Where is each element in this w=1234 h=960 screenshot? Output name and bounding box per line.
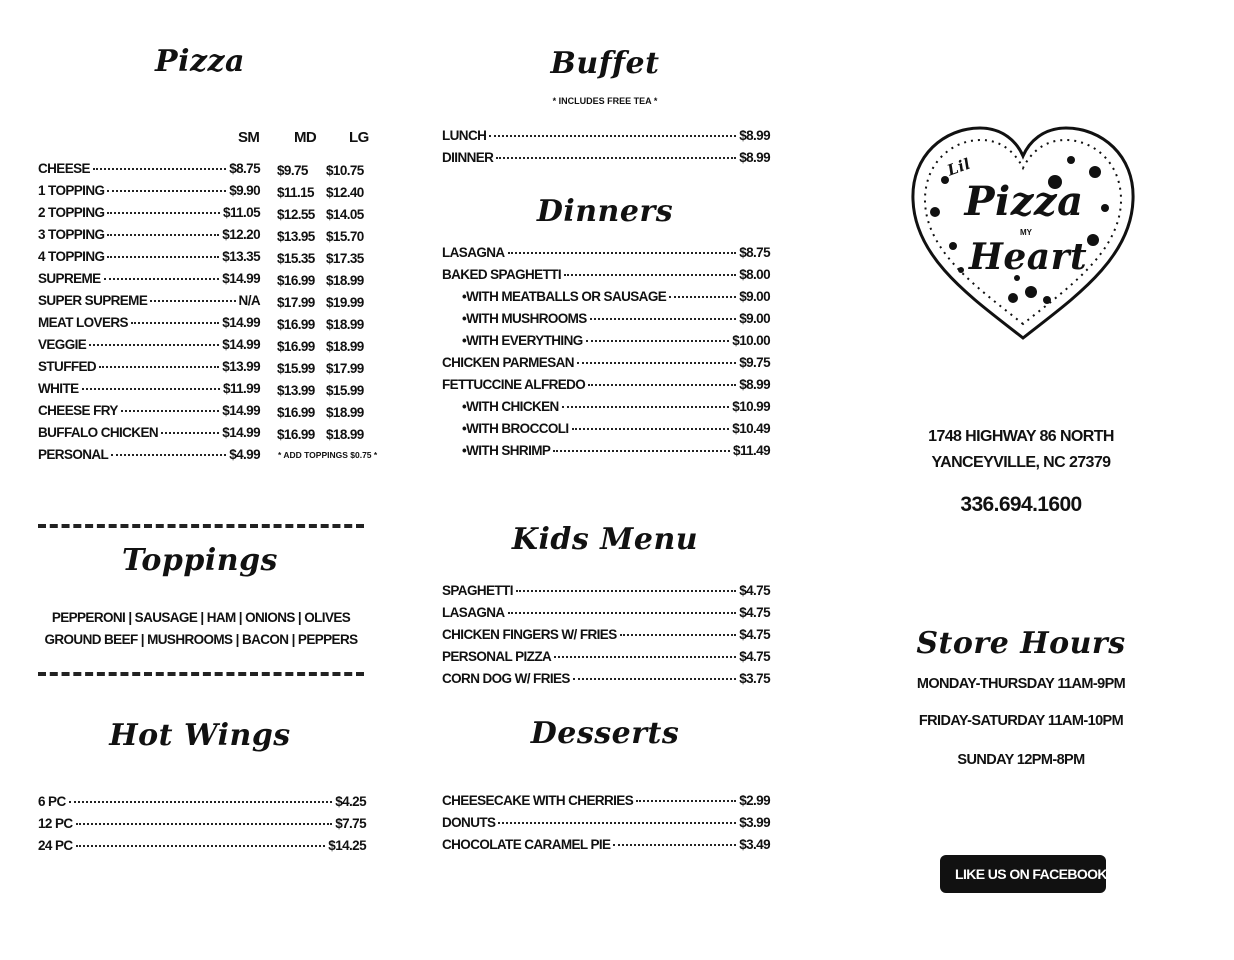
item-price: $2.99 — [739, 793, 770, 808]
item-price-lg: $18.99 — [326, 427, 364, 442]
address-line-2: YANCEYVILLE, NC 27379 — [931, 454, 1111, 471]
item-name: 6 PC — [38, 794, 66, 809]
item-name: 3 TOPPING — [38, 227, 105, 242]
item-price-lg: $17.99 — [326, 361, 364, 376]
item-price-md: $15.99 — [277, 361, 315, 376]
hours-line-1: MONDAY-THURSDAY 11AM-9PM — [916, 676, 1126, 692]
dot-leader — [564, 274, 736, 276]
item-price-lg: $19.99 — [326, 295, 364, 310]
item-name: •WITH MEATBALLS OR SAUSAGE — [462, 289, 667, 304]
dinners-row — [442, 333, 770, 355]
dot-leader — [508, 612, 737, 614]
item-price: $4.75 — [739, 627, 770, 642]
dot-leader — [131, 322, 219, 324]
pizza-row — [38, 359, 260, 381]
dot-leader — [93, 168, 226, 170]
item-price: $4.75 — [739, 649, 770, 664]
item-price: $14.25 — [328, 838, 366, 853]
item-price: $3.75 — [739, 671, 770, 686]
item-name: SPAGHETTI — [442, 583, 513, 598]
item-price-lg: $18.99 — [326, 339, 364, 354]
dot-leader — [508, 252, 737, 254]
pizza-row — [38, 337, 260, 359]
item-name: LUNCH — [442, 128, 487, 143]
item-price: N/A — [238, 293, 260, 308]
dot-leader — [107, 256, 219, 258]
item-name: PERSONAL PIZZA — [442, 649, 552, 664]
item-price: $14.99 — [222, 403, 260, 418]
desserts-row — [442, 837, 770, 859]
item-price: $14.99 — [222, 271, 260, 286]
dinners-row — [442, 245, 770, 267]
buffet-row — [442, 128, 770, 150]
item-name: •WITH MUSHROOMS — [462, 311, 587, 326]
pizza-row — [38, 161, 260, 183]
desserts-title: Desserts — [530, 716, 680, 751]
item-price: $11.99 — [223, 381, 260, 396]
kids-menu-row — [442, 583, 770, 605]
item-name: •WITH BROCCOLI — [462, 421, 569, 436]
toppings-note: * ADD TOPPINGS $0.75 * — [278, 450, 378, 460]
dot-leader — [489, 135, 736, 137]
kids-menu-title: Kids Menu — [511, 522, 699, 557]
item-name: •WITH CHICKEN — [462, 399, 559, 414]
item-name: CORN DOG W/ FRIES — [442, 671, 570, 686]
item-price: $14.99 — [222, 315, 260, 330]
kids-menu-row — [442, 627, 770, 649]
dot-leader — [498, 822, 736, 824]
kids-menu-row — [442, 671, 770, 693]
dot-leader — [554, 656, 736, 658]
item-price: $8.99 — [739, 150, 770, 165]
item-name: 4 TOPPING — [38, 249, 105, 264]
size-header-md: MD — [294, 129, 317, 146]
item-price-lg: $17.35 — [326, 251, 364, 266]
facebook-button[interactable] — [940, 855, 1106, 893]
dinners-row — [442, 443, 770, 465]
dinners-row — [442, 355, 770, 377]
item-price-md: $12.55 — [277, 207, 315, 222]
dot-leader — [577, 362, 736, 364]
item-name: BUFFALO CHICKEN — [38, 425, 158, 440]
dinners-row — [442, 311, 770, 333]
item-price: $10.49 — [732, 421, 770, 436]
dot-leader — [496, 157, 736, 159]
item-price-lg: $10.75 — [326, 163, 364, 178]
dot-leader — [590, 318, 736, 320]
item-price-md: $16.99 — [277, 317, 315, 332]
buffet-title: Buffet — [550, 46, 660, 81]
dot-leader — [111, 454, 226, 456]
phone-number[interactable]: 336.694.1600 — [960, 493, 1082, 516]
item-price-lg: $18.99 — [326, 317, 364, 332]
dot-leader — [104, 278, 220, 280]
item-price: $4.75 — [739, 583, 770, 598]
item-name: PERSONAL — [38, 447, 109, 462]
item-price-lg: $18.99 — [326, 405, 364, 420]
logo-heart: Heart — [968, 236, 1088, 278]
dinners-row — [442, 421, 770, 443]
item-price: $13.35 — [222, 249, 260, 264]
item-price-md: $17.99 — [277, 295, 315, 310]
item-name: VEGGIE — [38, 337, 87, 352]
item-name: SUPER SUPREME — [38, 293, 148, 308]
dot-leader — [99, 366, 219, 368]
pizza-row — [38, 183, 260, 205]
item-price: $9.00 — [739, 289, 770, 304]
dot-leader — [636, 800, 736, 802]
dinners-row — [442, 267, 770, 289]
pizza-title: Pizza — [155, 44, 245, 79]
item-name: •WITH EVERYTHING — [462, 333, 583, 348]
item-price-md: $13.99 — [277, 383, 315, 398]
item-name: SUPREME — [38, 271, 101, 286]
hot-wings-row — [38, 816, 366, 838]
pizza-row — [38, 447, 260, 469]
item-price: $14.99 — [222, 425, 260, 440]
dot-leader — [669, 296, 736, 298]
pizza-row — [38, 425, 260, 447]
dot-leader — [553, 450, 730, 452]
size-header-lg: LG — [349, 129, 369, 146]
pizza-row — [38, 271, 260, 293]
dot-leader — [69, 801, 333, 803]
item-name: DONUTS — [442, 815, 496, 830]
dot-leader — [572, 428, 730, 430]
item-price-md: $9.75 — [277, 163, 308, 178]
item-name: •WITH SHRIMP — [462, 443, 551, 458]
hot-wings-row — [38, 838, 366, 860]
item-price: $9.90 — [229, 183, 260, 198]
item-price: $3.99 — [739, 815, 770, 830]
item-name: LASAGNA — [442, 245, 505, 260]
item-price-md: $11.15 — [277, 185, 314, 200]
dot-leader — [588, 384, 736, 386]
toppings-title: Toppings — [122, 543, 278, 578]
kids-menu-row — [442, 605, 770, 627]
item-name: DIINNER — [442, 150, 494, 165]
kids-menu-row — [442, 649, 770, 671]
desserts-row — [442, 793, 770, 815]
dinners-title: Dinners — [536, 194, 674, 229]
item-price: $8.99 — [739, 377, 770, 392]
logo-lil: Lil — [944, 154, 974, 180]
item-price: $8.00 — [739, 267, 770, 282]
pizza-row — [38, 249, 260, 271]
dot-leader — [620, 634, 737, 636]
item-name: CHICKEN PARMESAN — [442, 355, 574, 370]
item-name: LASAGNA — [442, 605, 505, 620]
item-price: $11.05 — [223, 205, 260, 220]
item-price-lg: $15.70 — [326, 229, 364, 244]
heart-logo — [905, 120, 1141, 346]
pizza-row — [38, 403, 260, 425]
divider-top — [38, 524, 364, 528]
store-hours-title: Store Hours — [916, 626, 1126, 661]
item-name: FETTUCCINE ALFREDO — [442, 377, 586, 392]
item-price-lg: $18.99 — [326, 273, 364, 288]
dinners-row — [442, 377, 770, 399]
item-price-md: $16.99 — [277, 339, 315, 354]
item-price: $13.99 — [222, 359, 260, 374]
item-name: CHEESE FRY — [38, 403, 118, 418]
item-price-lg: $15.99 — [326, 383, 364, 398]
item-name: WHITE — [38, 381, 79, 396]
item-price: $4.75 — [739, 605, 770, 620]
item-name: 1 TOPPING — [38, 183, 105, 198]
item-price: $14.99 — [222, 337, 260, 352]
item-price: $8.99 — [739, 128, 770, 143]
item-price: $4.99 — [229, 447, 260, 462]
item-price-lg: $14.05 — [326, 207, 364, 222]
pizza-row — [38, 227, 260, 249]
dot-leader — [573, 678, 736, 680]
dinners-row — [442, 399, 770, 421]
dot-leader — [107, 234, 219, 236]
item-name: CHICKEN FINGERS W/ FRIES — [442, 627, 617, 642]
pizza-row — [38, 205, 260, 227]
item-price-md: $16.99 — [277, 273, 315, 288]
item-price: $3.49 — [739, 837, 770, 852]
hot-wings-row — [38, 794, 366, 816]
dot-leader — [516, 590, 736, 592]
desserts-row — [442, 815, 770, 837]
item-price-lg: $12.40 — [326, 185, 364, 200]
pizza-row — [38, 293, 260, 315]
item-name: 2 TOPPING — [38, 205, 105, 220]
divider-bottom — [38, 672, 364, 676]
item-price: $11.49 — [733, 443, 770, 458]
item-name: CHOCOLATE CARAMEL PIE — [442, 837, 611, 852]
dot-leader — [82, 388, 221, 390]
pizza-row — [38, 381, 260, 403]
item-name: 12 PC — [38, 816, 73, 831]
dot-leader — [161, 432, 219, 434]
item-price: $10.99 — [732, 399, 770, 414]
item-price: $10.00 — [732, 333, 770, 348]
item-price: $7.75 — [335, 816, 366, 831]
logo-my: MY — [1020, 228, 1032, 237]
item-price-md: $15.35 — [277, 251, 315, 266]
item-price-md: $13.95 — [277, 229, 315, 244]
dot-leader — [562, 406, 730, 408]
item-price: $8.75 — [229, 161, 260, 176]
dot-leader — [89, 344, 219, 346]
dot-leader — [150, 300, 235, 302]
item-price: $9.75 — [739, 355, 770, 370]
item-price-md: $16.99 — [277, 405, 315, 420]
item-name: STUFFED — [38, 359, 97, 374]
pizza-row — [38, 315, 260, 337]
toppings-line-2: GROUND BEEF | MUSHROOMS | BACON | PEPPERS — [44, 632, 358, 647]
buffet-row — [442, 150, 770, 172]
dot-leader — [107, 212, 220, 214]
dinners-row — [442, 289, 770, 311]
address-line-1: 1748 HIGHWAY 86 NORTH — [928, 428, 1114, 445]
hot-wings-title: Hot Wings — [109, 718, 291, 753]
dot-leader — [613, 844, 736, 846]
logo-pizza: Pizza — [964, 178, 1084, 225]
size-header-sm: SM — [238, 129, 260, 146]
item-price: $4.25 — [335, 794, 366, 809]
hours-line-2: FRIDAY-SATURDAY 11AM-10PM — [918, 713, 1124, 729]
item-price: $8.75 — [739, 245, 770, 260]
item-name: MEAT LOVERS — [38, 315, 128, 330]
item-name: CHEESE — [38, 161, 90, 176]
buffet-subtitle: * INCLUDES FREE TEA * — [552, 96, 658, 106]
facebook-label: LIKE US ON FACEBOOK — [955, 866, 1107, 882]
hours-line-3: SUNDAY 12PM-8PM — [957, 752, 1085, 768]
item-name: CHEESECAKE WITH CHERRIES — [442, 793, 634, 808]
dot-leader — [76, 845, 326, 847]
dot-leader — [107, 190, 226, 192]
item-price: $12.20 — [222, 227, 260, 242]
dot-leader — [586, 340, 730, 342]
item-name: 24 PC — [38, 838, 73, 853]
item-price-md: $16.99 — [277, 427, 315, 442]
toppings-line-1: PEPPERONI | SAUSAGE | HAM | ONIONS | OLIVES — [51, 610, 351, 625]
item-name: BAKED SPAGHETTI — [442, 267, 562, 282]
dot-leader — [121, 410, 220, 412]
item-price: $9.00 — [739, 311, 770, 326]
dot-leader — [76, 823, 333, 825]
